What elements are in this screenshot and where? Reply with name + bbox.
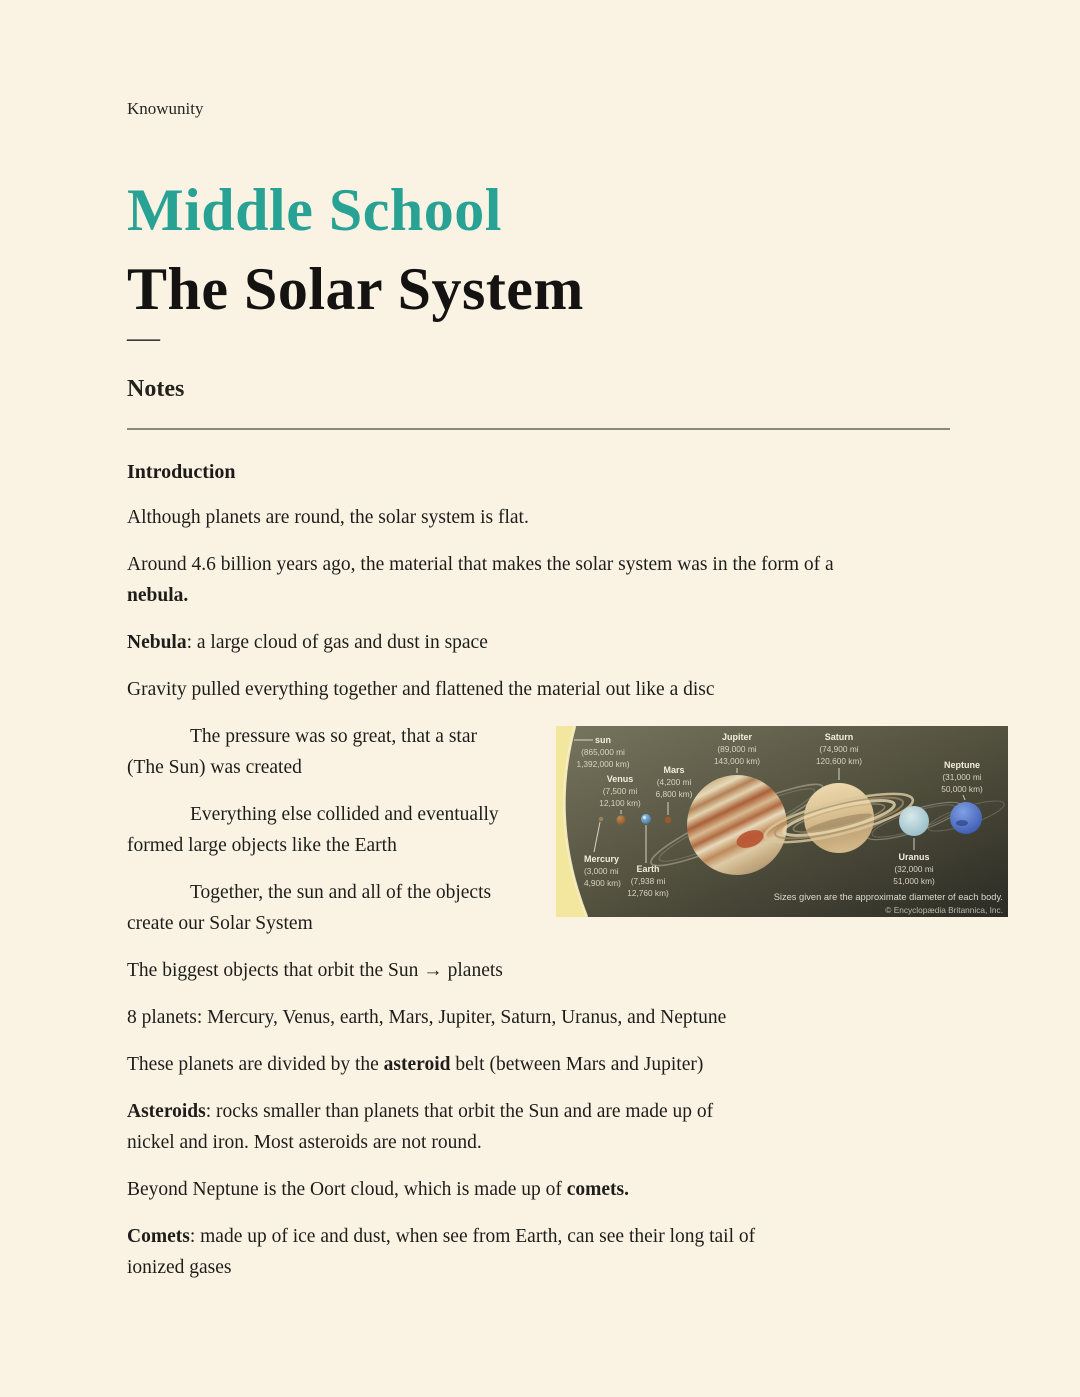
solar-system-diagram [556,726,1008,917]
jupiter-label-name: Jupiter [721,732,753,742]
earth-cloud-highlight [643,816,646,819]
neptune-shading [950,802,982,834]
venus-label-mi: (7,500 mi [602,786,638,796]
paragraph: Everything else collided and eventually formed large objects like the Earth [127,804,499,856]
mars-label-mi: (4,200 mi [656,777,692,787]
paragraph: Comets: made up of ice and dust, when see from Earth, can see their long tail of ionized gases [127,1226,756,1278]
venus-label-name: Venus [606,774,634,784]
uranus-label-km: 51,000 km) [893,876,935,886]
jupiter-surface-details [687,775,787,875]
saturn-shading [804,783,874,853]
paragraph: Asteroids: rocks smaller than planets that orbit the Sun and are made up of nickel and iron. Most asteroids are not round. [127,1101,714,1153]
earth-label-name: Earth [636,864,660,874]
earth-planet [641,814,651,824]
intro-paragraphs [127,502,1008,705]
mercury-label-km: 4,900 km) [584,878,621,888]
earth-label-km: 12,760 km) [627,888,669,898]
solar-system-figure [556,726,1008,917]
mars-label-km: 6,800 km) [655,789,693,799]
paragraph: The pressure was so great, that a star (The Sun) was created [127,726,477,778]
neptune-label [941,760,983,794]
sun-label-km: 1,392,000 km) [576,759,630,769]
page-title-course: Middle School [127,177,502,243]
uranus-shading [899,806,929,836]
mars-label-name: Mars [663,765,685,775]
earth-label-mi: (7,938 mi [630,876,666,886]
page-title-topic: The Solar System [127,256,584,322]
mercury-label-name: Mercury [584,854,620,864]
paragraph: Beyond Neptune is the Oort cloud, which is made up of comets. [127,1179,630,1200]
figure-text-wrap [127,721,1008,939]
jupiter-label-mi: (89,000 mi [717,744,757,754]
section-heading-notes: Notes [127,376,185,402]
mars-planet [665,817,671,823]
neptune-label-km: 50,000 km) [941,784,983,794]
jupiter-shading [687,775,787,875]
saturn-label-mi: (74,900 mi [819,744,859,754]
brand-label: Knowunity [127,99,204,118]
mercury-label [584,854,621,888]
paragraph: Although planets are round, the solar system is flat. [127,507,529,528]
jupiter-label-km: 143,000 km) [713,756,761,766]
venus-label-km: 12,100 km) [599,798,641,808]
horizontal-rule [127,428,950,430]
uranus-label-mi: (32,000 mi [894,864,934,874]
saturn-label-km: 120,600 km) [815,756,863,766]
sun-label-mi: (865,000 mi [581,747,625,757]
figure-credit: © Encyclopædia Britannica, Inc. [885,905,1003,915]
paragraph: Together, the sun and all of the objects create our Solar System [127,882,492,934]
paragraph: These planets are divided by the asteroid belt (between Mars and Jupiter) [127,1054,704,1075]
paragraph: Nebula: a large cloud of gas and dust in space [127,632,488,653]
venus-planet [616,815,625,824]
saturn-label-name: Saturn [824,732,854,742]
title-divider-dash: — [127,320,160,356]
paragraph: Around 4.6 billion years ago, the material that makes the solar system was in the form of a nebula. [127,554,834,606]
sun-label-name: sun [594,735,612,745]
page-title [127,171,1008,329]
figure-caption: Sizes given are the approximate diameter of each body. [773,892,1003,902]
mercury-planet [599,817,604,822]
uranus-label [893,852,935,886]
mercury-label-mi: (3,000 mi [584,866,619,876]
uranus-label-name: Uranus [898,852,930,862]
neptune-label-mi: (31,000 mi [942,772,982,782]
paragraph: 8 planets: Mercury, Venus, earth, Mars, Jupiter, Saturn, Uranus, and Neptune [127,1007,727,1028]
paragraph: The biggest objects that orbit the Sun → planets [127,960,503,981]
paragraph: Gravity pulled everything together and flattened the material out like a disc [127,679,715,700]
after-figure-paragraphs [127,955,1008,1283]
introduction-heading: Introduction [127,461,236,483]
neptune-label-name: Neptune [944,760,980,770]
